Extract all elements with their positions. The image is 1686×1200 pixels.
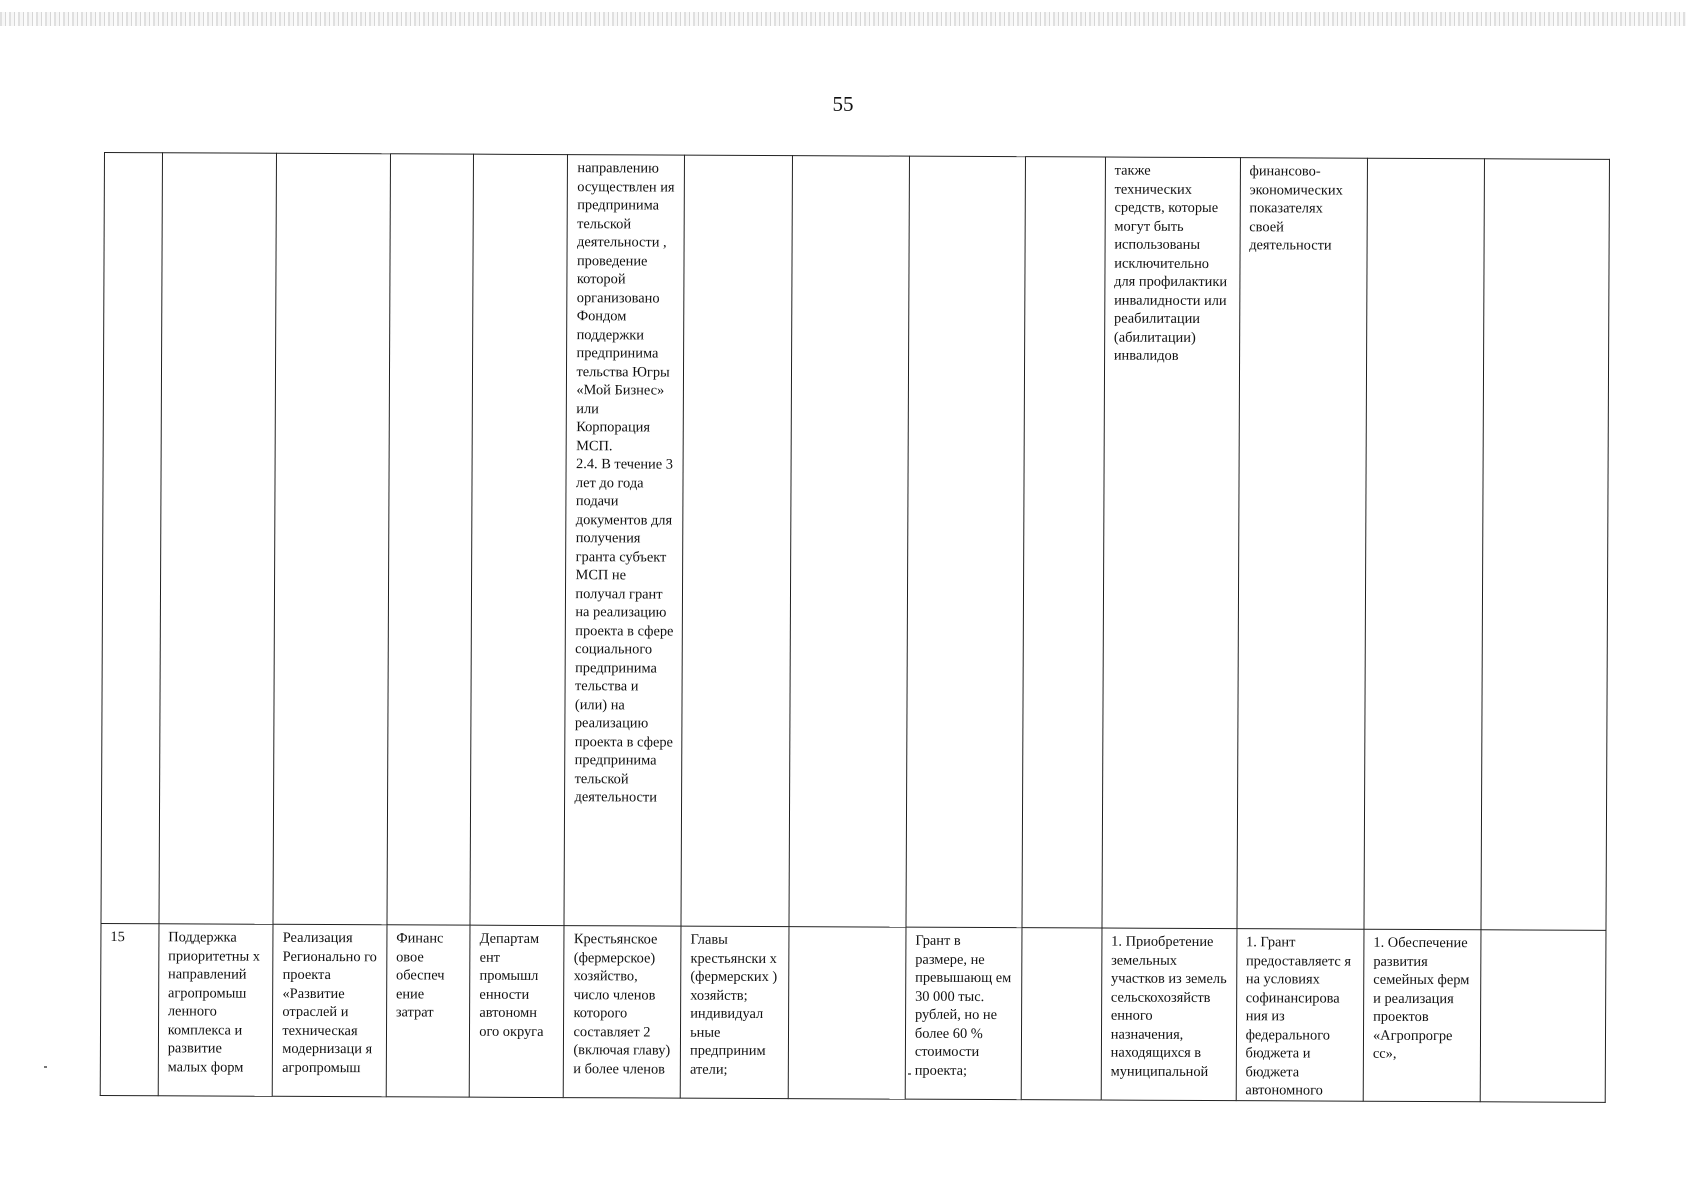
cell-amount: Грант в размере, не превышающ ем 30 000 тыс. рублей, но не более 60 % стоимости проекта;: [905, 927, 1021, 1099]
cell-recipients: [681, 155, 793, 926]
cell-number: [101, 153, 162, 924]
cell-support-form: Финанс овое обеспеч ение затрат: [386, 925, 470, 1097]
scan-speck: [44, 1066, 47, 1068]
table-sheet: [100, 152, 1610, 1102]
cell-project: [273, 153, 390, 925]
cell-results: 1. Обеспечение развития семейных ферм и реализация проектов «Агропрогре сс»,: [1363, 929, 1480, 1101]
cell-conditions: финансово- экономических показателях своей деятельности: [1237, 158, 1368, 930]
cell-col10: [1021, 157, 1105, 928]
page-number: 55: [832, 92, 854, 116]
cell-direction: [159, 153, 277, 925]
cell-conditions: 1. Грант предоставляетс я на условиях софинансирова ния из федерального бюджета и бюджета автономного: [1236, 929, 1364, 1101]
program-table: [100, 152, 1610, 1102]
cell-recipient-criteria: Крестьянское (фермерское) хозяйство, число членов которого составляет 2 (включая главу) и более членов: [564, 926, 681, 1098]
table-row-continued: [101, 153, 1609, 931]
cell-col14: [1480, 930, 1606, 1102]
scan-edge-noise: [0, 12, 1686, 26]
cell-project: Реализация Регионально го проекта «Развитие отраслей и техническая модернизаци я агропромыш: [273, 924, 387, 1096]
cell-results: [1364, 158, 1484, 930]
cell-purposes: также технических средств, которые могут быть использованы исключительно для профилактики инвалидности или реабилитации (абилитации) инвалидов: [1102, 157, 1240, 929]
cell-col14: [1481, 159, 1610, 931]
scan-speck: [908, 1073, 911, 1075]
cell-support-form: [387, 154, 474, 925]
cell-recipient-criteria: направлению осуществлен ия предпринима тельской деятельности , проведение которой организовано Фондом поддержки предпринима тельства Югры «Мой Бизнес» или Корпорация МСП. 2.4. В течение 3 лет до года подачи документов для получения гранта субъект МСП не получал грант на реализацию проекта в сфере социального предпринима тельства и (или) на реализацию проекта в сфере предпринима тельской деятельности: [564, 155, 684, 927]
cell-direction: Поддержка приоритетны х направлений агропромыш ленного комплекса и развитие малых форм: [158, 924, 273, 1096]
cell-col8: [788, 927, 905, 1099]
cell-col8: [789, 156, 909, 928]
cell-department: Департам ент промышл енности автономн ого округа: [469, 925, 564, 1097]
table-row-15: [100, 923, 1606, 1101]
cell-col10: [1021, 928, 1102, 1100]
cell-recipients: Главы крестьянски х (фермерских ) хозяйств; индивидуал ьные предприним атели;: [680, 926, 789, 1098]
cell-amount: [906, 156, 1025, 928]
cell-number: 15: [100, 923, 159, 1095]
cell-department: [470, 154, 568, 925]
cell-purposes: 1. Приобретение земельных участков из земель сельскохозяйств енного назначения, находящихся в муниципальной: [1101, 928, 1237, 1100]
